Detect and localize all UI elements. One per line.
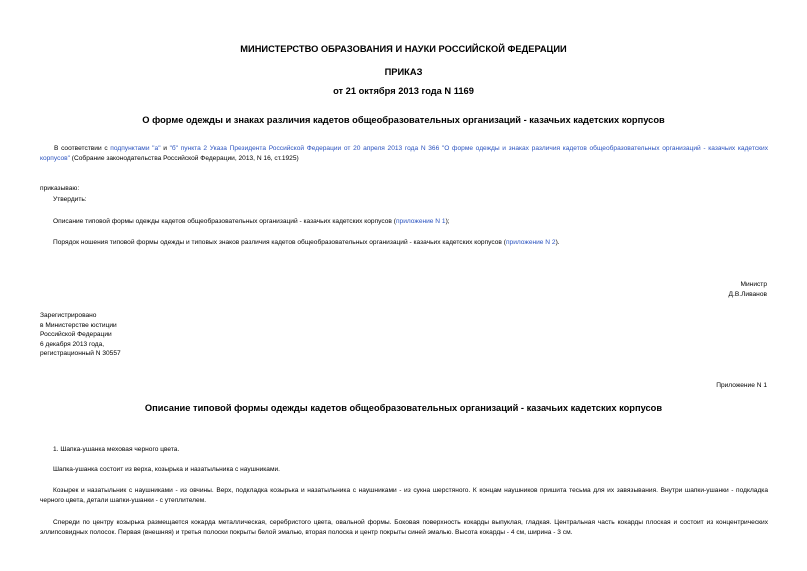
order-item-1-text: Описание типовой формы одежды кадетов общеобразовательных организаций - казачьих кадетских корпусов ( [53, 218, 396, 225]
signature-position: Министр [740, 281, 767, 288]
registration-line-1: Зарегистрировано [40, 312, 97, 319]
preamble-text-3: (Собрание законодательства Российской Федерации, 2013, N 16, ст.1925) [69, 154, 299, 162]
preamble-text-1: В соответствии с [54, 145, 111, 152]
link-subparagraphs[interactable]: подпунктами "а" [110, 145, 161, 152]
appendix-title: Описание типовой формы одежды кадетов общеобразовательных организаций - казачьих кадетских корпусов [144, 403, 663, 413]
doc-date: от 21 октября 2013 года N 1169 [333, 86, 474, 96]
link-presidential-decree[interactable]: "б" пункта 2 Указа Президента Российской Федерации от 20 апреля 2013 года N 366 "О форме одежды и знаках различия кадетов общеобразовательных организаций - казачьих кадетских корпусов" [40, 145, 768, 162]
appendix-paragraph-1: 1. Шапка-ушанка меховая черного цвета. [53, 446, 180, 453]
link-appendix-1[interactable]: приложение N 1 [395, 218, 446, 225]
registration-line-5: регистрационный N 30557 [40, 350, 121, 357]
order-item-2-text: Порядок ношения типовой формы одежды и типовых знаков различия кадетов общеобразовательных организаций - казачьих кадетских корпусов ( [53, 239, 506, 246]
link-appendix-2[interactable]: приложение N 2 [505, 239, 556, 246]
registration-line-2: в Министерстве юстиции [40, 321, 117, 329]
signature-name: Д.В.Ливанов [728, 291, 767, 298]
registration-block [40, 311, 121, 359]
registration-line-4: 6 декабря 2013 года, [40, 340, 105, 348]
doc-type: ПРИКАЗ [384, 67, 423, 77]
doc-title: О форме одежды и знаках различия кадетов общеобразовательных организаций - казачьих кадетских корпусов [142, 115, 665, 125]
order-item-2-end: ). [555, 239, 560, 246]
order-item-1 [53, 217, 450, 227]
preamble-paragraph [40, 144, 768, 163]
ministry-header: МИНИСТЕРСТВО ОБРАЗОВАНИЯ И НАУКИ РОССИЙСКОЙ ФЕДЕРАЦИИ [240, 44, 567, 54]
appendix-label: Приложение N 1 [716, 382, 767, 389]
order-item-1-end: ); [445, 218, 450, 225]
appendix-paragraph-3: Козырек и назатыльник с наушниками - из овчины. Верх, подкладка козырька и назатыльника с наушниками - из сукна шерстяного. К концам наушников пришита тесьма для их завязывания. Внутри шапки-ушанки - подкладка черного цвета, детали шапки-ушанки - с утеплителем. [40, 487, 768, 504]
prikazyvayu-text: приказываю: [40, 185, 80, 192]
order-item-2 [53, 238, 560, 248]
preamble-text-2: и [160, 145, 170, 152]
utverdit-text: Утвердить: [53, 196, 87, 203]
appendix-paragraph-4: Спереди по центру козырька размещается кокарда металлическая, серебристого цвета, овальной формы. Боковая поверхность кокарды выпуклая, гладкая. Центральная часть кокарды плоская и состоит из концентрических эллипсовидных полосок. Первая (внешняя) и третья полоски покрыты белой эмалью, вторая полоска и центр покрыты синей эмалью. Высота кокарды - 4 см, ширина - 3 см. [40, 519, 768, 536]
registration-line-3: Российской Федерации [40, 331, 112, 338]
appendix-paragraph-2: Шапка-ушанка состоит из верха, козырька и назатыльника с наушниками. [53, 466, 281, 473]
